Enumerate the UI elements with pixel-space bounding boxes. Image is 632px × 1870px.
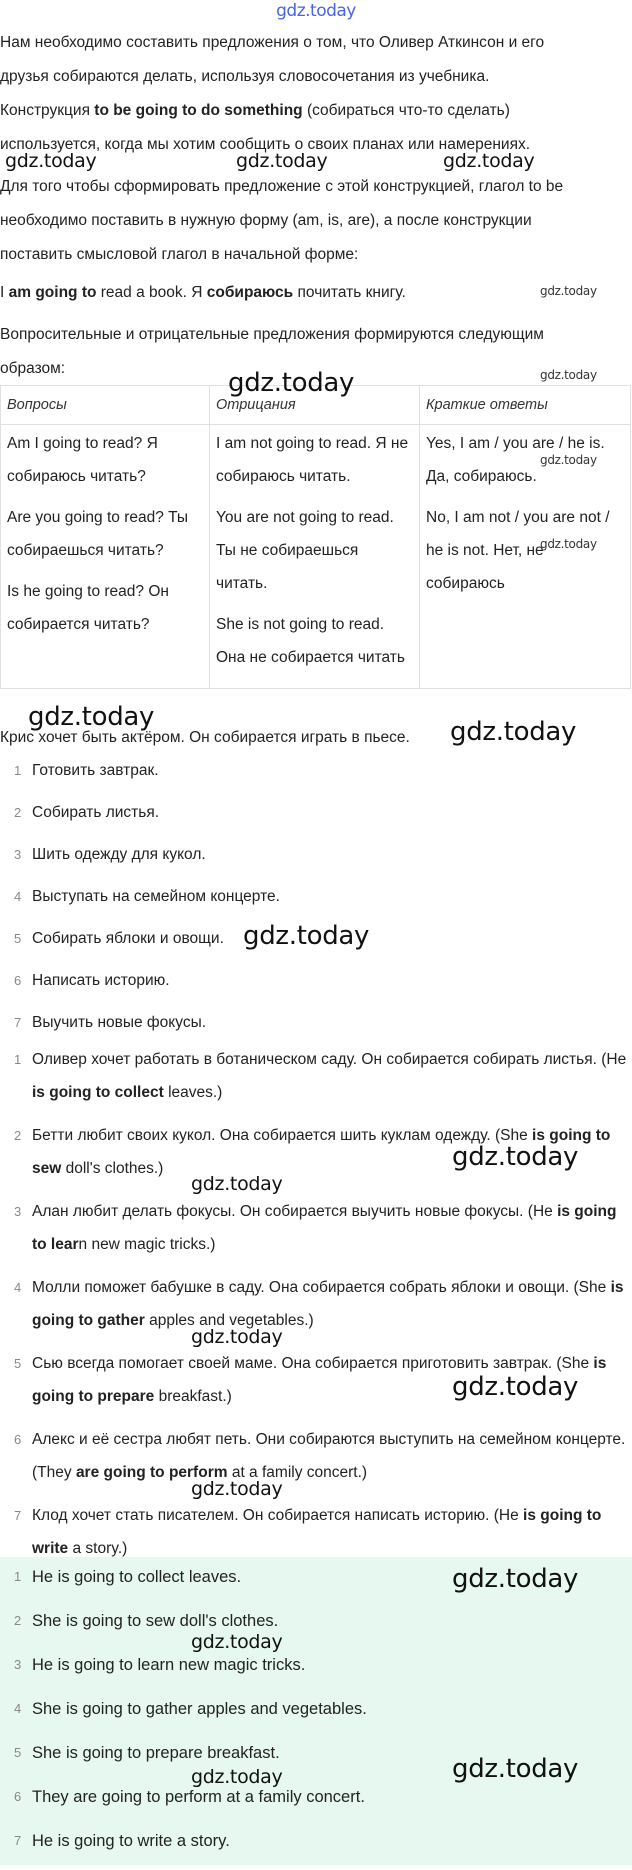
task-text: Собирать листья. (32, 804, 160, 821)
negatives-cell (210, 425, 420, 689)
questions-intro-line: Вопросительные и отрицательные предложения формируются следующим (0, 326, 544, 343)
watermark: gdz.today (191, 1326, 283, 1348)
task-text: Написать историю. (32, 972, 170, 989)
example-part: read a book. Я (96, 284, 207, 301)
item-number: 2 (14, 1128, 22, 1143)
sentence-bold: is going to sew (32, 1127, 611, 1177)
example-part: I (0, 284, 9, 301)
answer-text: They are going to perform at a family concert. (32, 1788, 365, 1806)
task-text: Собирать яблоки и овощи. (32, 930, 224, 947)
list-item (0, 1195, 630, 1271)
sentence-tail: doll's clothes.) (61, 1160, 164, 1177)
watermark: gdz.today (236, 150, 328, 172)
site-logo[interactable]: gdz.today (276, 1, 356, 21)
answer-text: She is going to gather apples and vegetables. (32, 1700, 367, 1718)
watermark: gdz.today (452, 1142, 579, 1172)
item-number: 6 (14, 1789, 22, 1804)
list-item (0, 840, 630, 882)
table-row (1, 425, 631, 689)
item-number: 3 (14, 1204, 22, 1219)
task-list (0, 756, 630, 1050)
watermark: gdz.today (5, 150, 97, 172)
short-answers-cell (420, 425, 631, 689)
watermark: gdz.today (191, 1478, 283, 1500)
sentence-bold: is going to prepare (32, 1355, 607, 1405)
task-text: Шить одежду для кукол. (32, 846, 206, 863)
watermark: gdz.today (28, 702, 155, 732)
sentence-text: Алекс и её сестра любят петь. Они собираются выступить на семейном концерте. (They (32, 1431, 626, 1481)
sentence-tail: apples and vegetables.) (144, 1312, 314, 1329)
list-item (0, 1423, 630, 1499)
sentence-bold: is going to write (32, 1507, 602, 1557)
intro-paragraph (0, 26, 628, 162)
list-item (0, 798, 630, 840)
question-example: Are you going to read? Ты собираешься читать? (7, 509, 189, 559)
header-negatives: Отрицания (210, 386, 420, 425)
answer-text: She is going to prepare breakfast. (32, 1744, 280, 1762)
item-number: 1 (14, 1052, 22, 1067)
item-number: 7 (14, 1833, 22, 1848)
sentence-text: Алан любит делать фокусы. Он собирается выучить новые фокусы. (He (32, 1203, 558, 1220)
questions-intro-line: образом: (0, 360, 66, 377)
sentence-text: Бетти любит своих кукол. Она собирается шить куклам одежду. (She (32, 1127, 533, 1144)
item-number: 6 (14, 973, 22, 988)
item-number: 3 (14, 1657, 22, 1672)
item-number: 2 (14, 805, 22, 820)
watermark: gdz.today (243, 921, 370, 951)
item-number: 4 (14, 889, 22, 904)
item-number: 1 (14, 763, 22, 778)
sentence-tail: at a family concert.) (227, 1464, 368, 1481)
watermark: gdz.today (450, 717, 577, 747)
item-number: 4 (14, 1701, 22, 1716)
item-number: 6 (14, 1432, 22, 1447)
negative-example: You are not going to read. Ты не собираешься читать. (216, 509, 394, 592)
watermark: gdz.today (540, 368, 597, 382)
answer-text: He is going to learn new magic tricks. (32, 1656, 306, 1674)
sentence-tail: a story.) (68, 1540, 128, 1557)
rule-paragraph (0, 170, 628, 272)
watermark: gdz.today (540, 453, 597, 467)
sentence-tail: leaves.) (163, 1084, 223, 1101)
list-item (0, 1694, 630, 1738)
sentence-tail: breakfast.) (154, 1388, 232, 1405)
intro-line: друзья собираются делать, используя словосочетания из учебника. (0, 68, 490, 85)
answer-text: He is going to write a story. (32, 1832, 230, 1850)
list-item (0, 1782, 630, 1826)
item-number: 7 (14, 1015, 22, 1030)
sentence-text: Оливер хочет работать в ботаническом саду. Он собирается собирать листья. (He (32, 1051, 627, 1068)
watermark: gdz.today (452, 1754, 579, 1784)
item-number: 2 (14, 1613, 22, 1628)
sentence-bold: is going to collect (32, 1084, 164, 1101)
answer-text: She is going to sew doll's clothes. (32, 1612, 279, 1630)
intro-line: Конструкция (0, 102, 95, 119)
watermark: gdz.today (540, 537, 597, 551)
list-item (0, 966, 630, 1008)
sentence-bold: is going to lear (32, 1203, 617, 1253)
task-text: Выучить новые фокусы. (32, 1014, 207, 1031)
item-number: 4 (14, 1280, 22, 1295)
grammar-table (0, 385, 631, 689)
example-bold: собираюсь (206, 284, 294, 301)
sentence-bold: is going to gather (32, 1279, 624, 1329)
item-number: 5 (14, 931, 22, 946)
list-item (0, 1650, 630, 1694)
item-number: 5 (14, 1745, 22, 1760)
task-text: Готовить завтрак. (32, 762, 159, 779)
watermark: gdz.today (540, 284, 597, 298)
item-number: 5 (14, 1356, 22, 1371)
watermark: gdz.today (228, 368, 355, 398)
watermark: gdz.today (452, 1372, 579, 1402)
negative-example: She is not going to read. Она не собирается читать (216, 616, 405, 666)
rule-line: Для того чтобы сформировать предложение с этой конструкцией, глагол to be (0, 178, 564, 195)
watermark: gdz.today (191, 1631, 283, 1653)
sentence-tail: n new magic tricks.) (78, 1236, 216, 1253)
watermark: gdz.today (191, 1766, 283, 1788)
rule-line: необходимо поставить в нужную форму (am, is, are), а после конструкции (0, 212, 532, 229)
item-number: 7 (14, 1508, 22, 1523)
sentence-text: Клод хочет стать писателем. Он собирается написать историю. (He (32, 1507, 524, 1524)
example-sentence (0, 276, 628, 310)
example-bold: am going to (8, 284, 97, 301)
item-number: 1 (14, 1569, 22, 1584)
questions-cell (1, 425, 210, 689)
rule-line: поставить смысловой глагол в начальной форме: (0, 246, 359, 263)
header-short-answers: Краткие ответы (420, 386, 631, 425)
watermark: gdz.today (443, 150, 535, 172)
list-item (0, 1043, 630, 1119)
list-item (0, 882, 630, 924)
intro-line: (собираться что-то сделать) (302, 102, 510, 119)
short-answer-example: Yes, I am / you are / he is. Да, собираюсь. (426, 435, 605, 485)
construction-term: to be going to do something (94, 102, 303, 119)
item-number: 3 (14, 847, 22, 862)
intro-line: Нам необходимо составить предложения о том, что Оливер Аткинсон и его (0, 34, 545, 51)
watermark: gdz.today (452, 1564, 579, 1594)
answer-list (0, 1562, 630, 1870)
question-example: Is he going to read? Он собирается читать? (7, 583, 169, 633)
short-answer-example: No, I am not / you are not / he is not. Нет, не собираюсь (426, 509, 610, 592)
list-item (0, 756, 630, 798)
header-questions: Вопросы (1, 386, 210, 425)
intro-line: используется, когда мы хотим сообщить о своих планах или намерениях. (0, 136, 531, 153)
list-item (0, 1826, 630, 1870)
sentence-text: Сью всегда помогает своей маме. Она собирается приготовить завтрак. (She (32, 1355, 594, 1372)
sentence-text: Молли поможет бабушке в саду. Она собирается собрать яблоки и овощи. (She (32, 1279, 611, 1296)
sentence-list (0, 1043, 630, 1575)
example-part: почитать книгу. (293, 284, 406, 301)
sentence-bold: are going to perform (75, 1464, 228, 1481)
list-item (0, 1271, 630, 1347)
chris-sentence: Крис хочет быть актёром. Он собирается играть в пьесе. (0, 729, 410, 746)
negative-example: I am not going to read. Я не собираюсь читать. (216, 435, 409, 485)
answer-text: He is going to collect leaves. (32, 1568, 242, 1586)
question-example: Am I going to read? Я собираюсь читать? (7, 435, 158, 485)
watermark: gdz.today (191, 1173, 283, 1195)
list-item (0, 1606, 630, 1650)
task-text: Выступать на семейном концерте. (32, 888, 280, 905)
